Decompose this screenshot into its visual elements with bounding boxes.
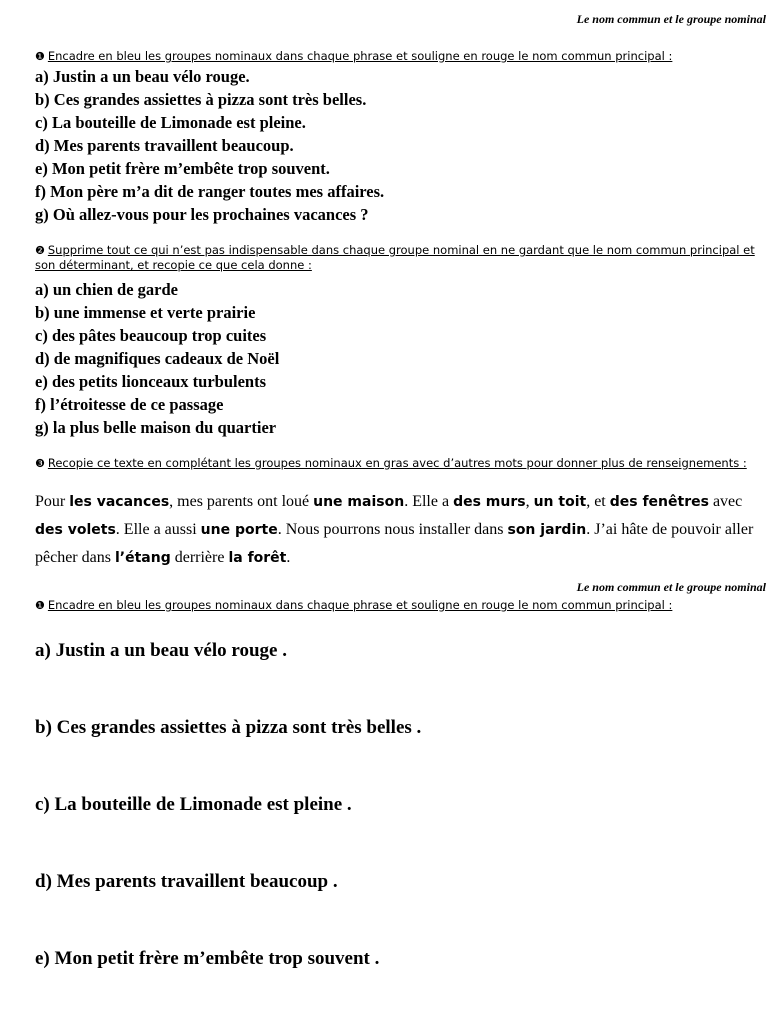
list-item: f) Mon père m’a dit de ranger toutes mes affaires. (35, 182, 385, 201)
worksheet-instruction (35, 598, 759, 613)
text-segment: . Elle a (404, 493, 454, 510)
text-segment: Pour (35, 493, 70, 510)
bold-noun-group: une porte (200, 522, 278, 538)
worksheet-number: ❶ (35, 599, 45, 612)
worksheet-sentence-e: e) Mon petit frère m’embête trop souvent . (35, 948, 380, 969)
list-item: g) la plus belle maison du quartier (35, 418, 277, 437)
exercise2-number: ❷ (35, 244, 45, 257)
text-segment: . Elle a aussi (115, 521, 201, 538)
bold-noun-group: des fenêtres (609, 494, 709, 510)
list-item: b) une immense et verte prairie (35, 303, 256, 322)
worksheet-sentence-d: d) Mes parents travaillent beaucoup . (35, 871, 338, 892)
exercise3-number: ❸ (35, 457, 45, 470)
worksheet-sentence-a: a) Justin a un beau vélo rouge . (35, 640, 287, 661)
bold-noun-group: l’étang (114, 550, 171, 566)
exercise1-number: ❶ (35, 50, 45, 63)
exercise1-list (35, 65, 761, 226)
list-item: d) de magnifiques cadeaux de Noël (35, 349, 280, 368)
list-item: a) Justin a un beau vélo rouge. (35, 67, 250, 86)
bold-noun-group: des volets (35, 522, 116, 538)
text-segment: . Nous pourrons nous installer dans (277, 521, 508, 538)
text-segment: . J’ai hâte de pouvoir aller pêcher dans (35, 521, 754, 566)
worksheet-sentence-b: b) Ces grandes assiettes à pizza sont très belles . (35, 717, 422, 738)
bold-noun-group: les vacances (69, 494, 170, 510)
text-segment: . (286, 549, 291, 566)
list-item: e) Mon petit frère m’embête trop souvent. (35, 159, 330, 178)
worksheet-header-title: Le nom commun et le groupe nominal (576, 580, 766, 594)
text-segment: , et (586, 493, 610, 510)
text-segment: , mes parents ont loué (169, 493, 314, 510)
list-item: a) un chien de garde (35, 280, 179, 299)
bold-noun-group: un toit (533, 494, 587, 510)
list-item: g) Où allez-vous pour les prochaines vacances ? (35, 205, 369, 224)
exercise3-instruction (35, 456, 759, 471)
list-item: e) des petits lionceaux turbulents (35, 372, 266, 391)
text-segment: , (525, 493, 534, 510)
list-item: b) Ces grandes assiettes à pizza sont très belles. (35, 90, 367, 109)
exercise3-text (35, 488, 763, 572)
bold-noun-group: la forêt (228, 550, 287, 566)
exercise1-instruction-text: Encadre en bleu les groupes nominaux dans chaque phrase et souligne en rouge le nom commun principal : (47, 49, 673, 63)
text-segment: avec (708, 493, 743, 510)
list-item: c) La bouteille de Limonade est pleine. (35, 113, 306, 132)
bold-noun-group: une maison (313, 494, 405, 510)
exercise2-instruction-text: Supprime tout ce qui n’est pas indispensable dans chaque groupe nominal en ne gardant que le nom commun principal et son déterminant, et recopie ce que cela donne : (35, 243, 755, 272)
bold-noun-group: son jardin (507, 522, 587, 538)
worksheet-instruction-text: Encadre en bleu les groupes nominaux dans chaque phrase et souligne en rouge le nom commun principal : (47, 598, 673, 612)
exercise1-instruction (35, 49, 759, 64)
list-item: c) des pâtes beaucoup trop cuites (35, 326, 267, 345)
list-item: f) l’étroitesse de ce passage (35, 395, 224, 414)
page-header-title: Le nom commun et le groupe nominal (576, 12, 766, 26)
text-segment: derrière (170, 549, 229, 566)
worksheet-sentence-c: c) La bouteille de Limonade est pleine . (35, 794, 352, 815)
list-item: d) Mes parents travaillent beaucoup. (35, 136, 294, 155)
exercise3-instruction-text: Recopie ce texte en complétant les groupes nominaux en gras avec d’autres mots pour donner plus de renseignements : (47, 456, 747, 470)
exercise2-list (35, 278, 761, 439)
bold-noun-group: des murs (453, 494, 526, 510)
exercise2-instruction (35, 243, 759, 272)
